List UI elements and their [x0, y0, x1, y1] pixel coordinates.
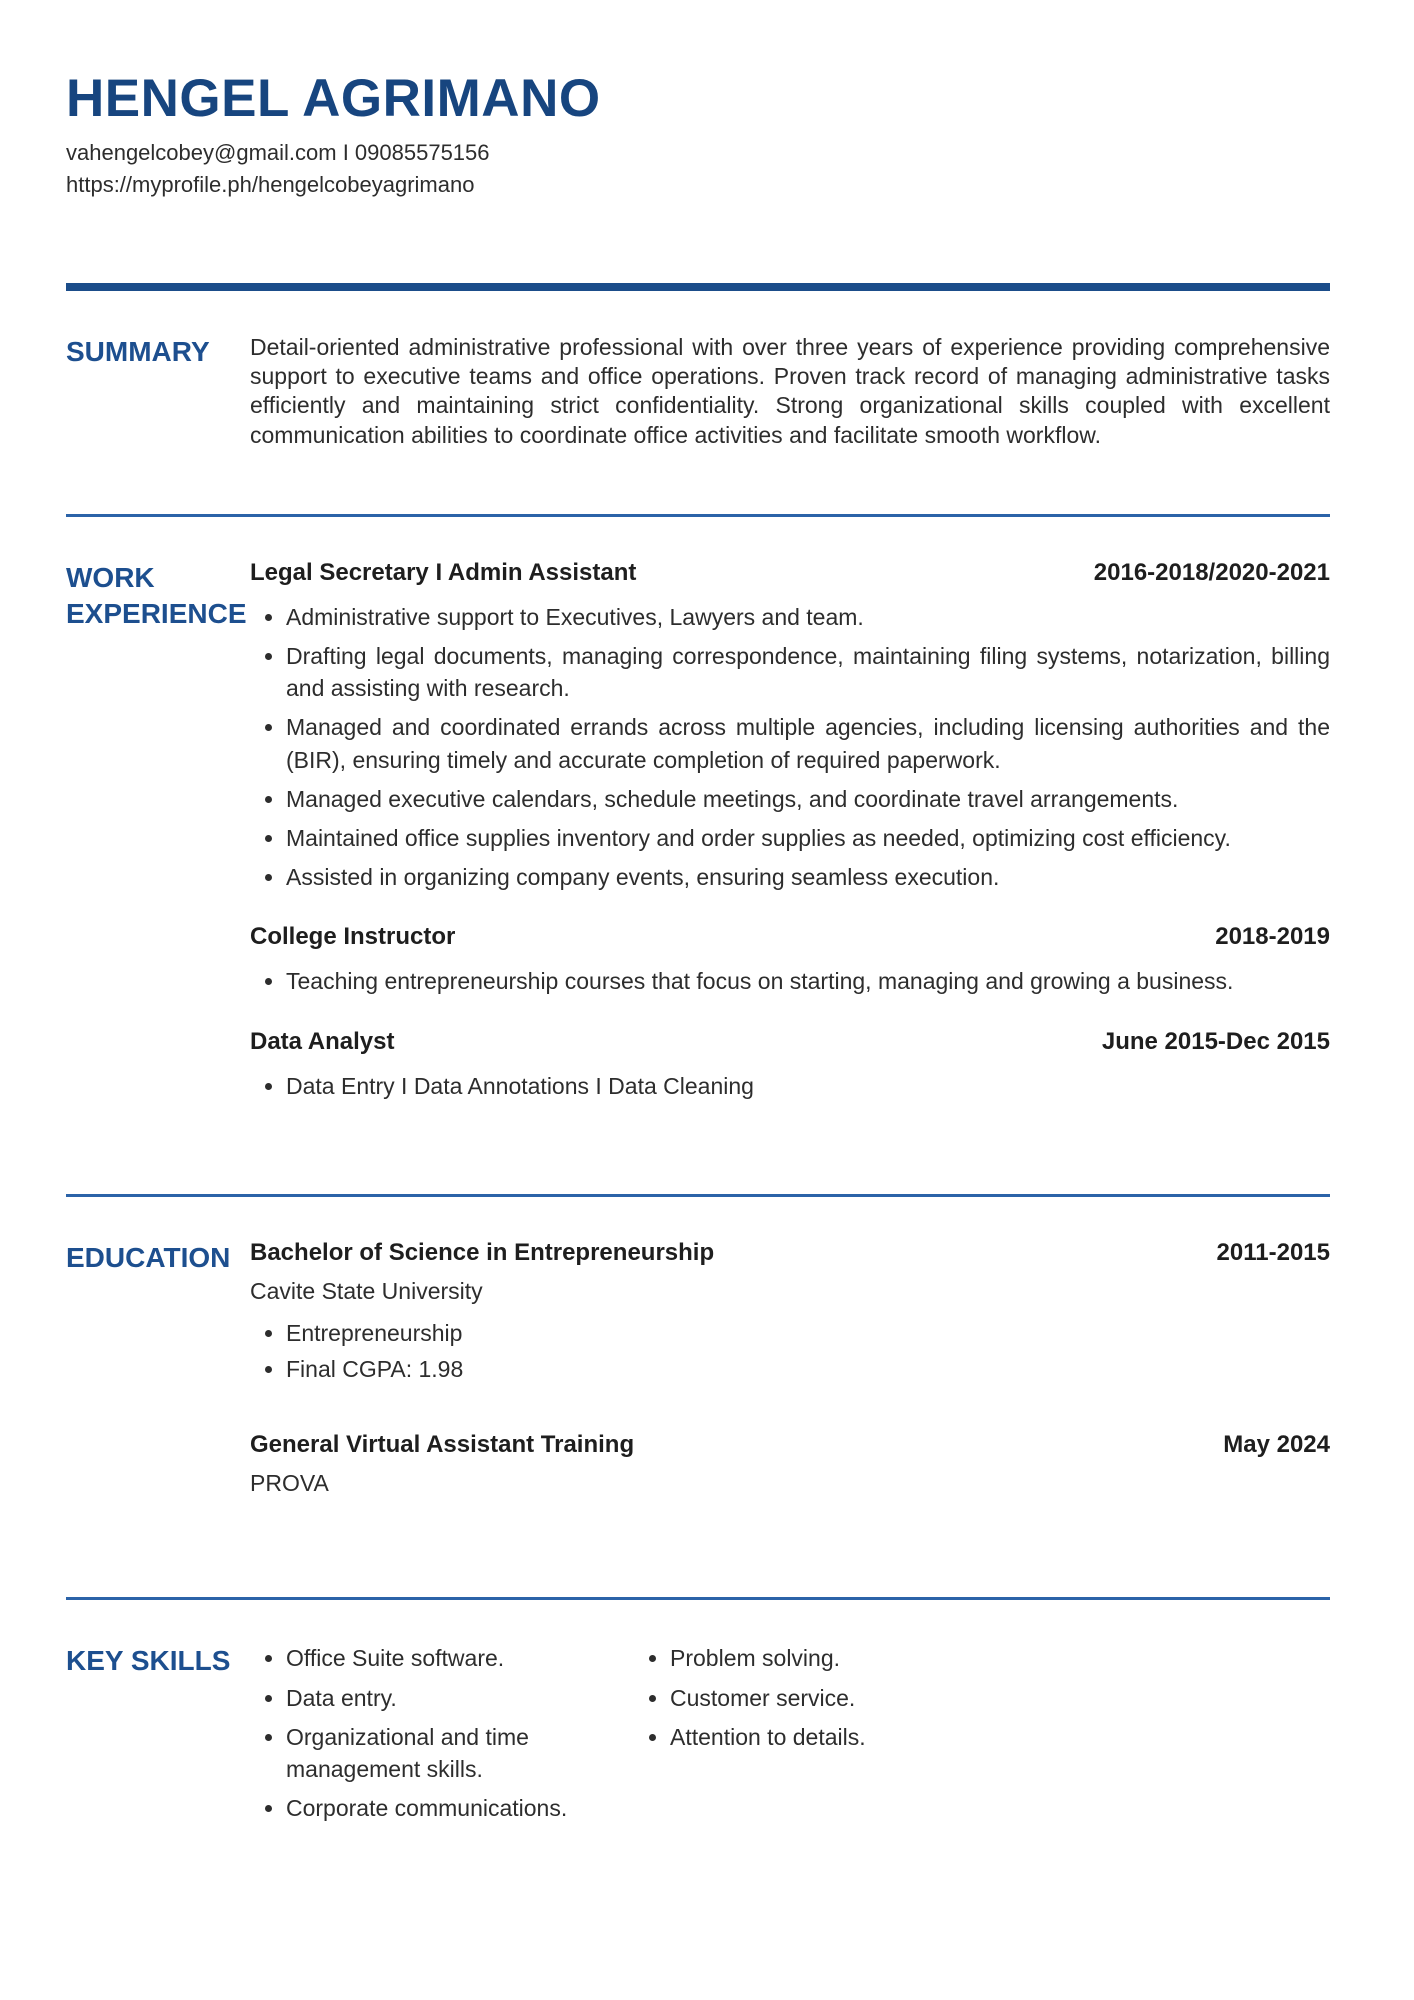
section-divider — [66, 1597, 1330, 1600]
skill-item: • Corporate communications. — [286, 1792, 590, 1824]
job-bullet-list — [250, 965, 1330, 997]
bullet-item: • Managed executive calendars, schedule meetings, and coordinate travel arrangements. — [286, 783, 1330, 815]
training-title: General Virtual Assistant Training — [250, 1431, 635, 1459]
school-name: Cavite State University — [250, 1277, 483, 1304]
key-skills-label: KEY SKILLS — [66, 1645, 231, 1677]
job-title: College Instructor — [250, 923, 456, 951]
education-entry — [250, 1431, 1330, 1499]
candidate-name: HENGEL AGRIMANO — [66, 69, 601, 128]
education-section — [66, 1239, 1330, 1510]
job-title: Legal Secretary I Admin Assistant — [250, 558, 637, 586]
skill-item: • Customer service. — [670, 1682, 1330, 1714]
degree-title: Bachelor of Science in Entrepreneurship — [250, 1238, 715, 1266]
section-divider — [66, 514, 1330, 517]
education-entry — [250, 1239, 1330, 1386]
section-divider — [66, 1194, 1330, 1197]
skills-column-1 — [250, 1642, 590, 1824]
skill-item: • Organizational and time management skills. — [286, 1721, 590, 1785]
job-entry — [250, 923, 1330, 997]
job-dates: June 2015-Dec 2015 — [1101, 1027, 1330, 1055]
education-bullet-list — [250, 1317, 1330, 1385]
skill-item: • Data entry. — [286, 1682, 590, 1714]
degree-dates: 2011-2015 — [1216, 1238, 1330, 1266]
contact-url: https://myprofile.ph/hengelcobeyagrimano — [66, 172, 475, 198]
bullet-item: • Drafting legal documents, managing correspondence, maintaining filing systems, notarization, billing and assisting with research. — [286, 640, 1330, 704]
skill-item: • Office Suite software. — [286, 1642, 590, 1674]
skills-column-2 — [634, 1642, 1330, 1824]
work-experience-section — [66, 559, 1330, 1102]
bullet-item: • Assisted in organizing company events, ensuring seamless execution. — [286, 861, 1330, 893]
job-bullet-list — [250, 601, 1330, 894]
bullet-item: • Data Entry I Data Annotations I Data Cleaning — [286, 1070, 1330, 1102]
job-dates: 2018-2019 — [1215, 923, 1330, 951]
job-title-row — [250, 923, 1330, 951]
training-dates: May 2024 — [1223, 1431, 1330, 1459]
skills-columns — [250, 1642, 1330, 1824]
job-title-row — [250, 559, 1330, 587]
bullet-item: • Maintained office supplies inventory and order supplies as needed, optimizing cost efficiency. — [286, 822, 1330, 854]
summary-text: Detail-oriented administrative professional with over three years of experience providing comprehensive support to executive teams and office operations. Proven track record of managing administrative tasks efficiently and maintaining strict confidentiality. Strong organizational skills coupled with excellent communication abilities to coordinate office activities and facilitate smooth workflow. — [250, 334, 1330, 448]
job-title: Data Analyst — [250, 1027, 395, 1055]
job-title-row — [250, 1028, 1330, 1056]
summary-label: SUMMARY — [66, 336, 210, 368]
education-title-row — [250, 1431, 1330, 1459]
work-experience-label: WORK EXPERIENCE — [66, 561, 247, 630]
key-skills-section — [66, 1642, 1330, 1824]
bullet-item: • Entrepreneurship — [286, 1317, 1330, 1349]
header-divider — [66, 283, 1330, 291]
job-entry — [250, 559, 1330, 894]
contact-email-phone: vahengelcobey@gmail.com I 09085575156 — [66, 140, 490, 166]
job-bullet-list — [250, 1070, 1330, 1102]
education-label: EDUCATION — [66, 1241, 231, 1273]
training-provider: PROVA — [250, 1470, 329, 1497]
summary-section — [66, 333, 1330, 450]
bullet-item: • Final CGPA: 1.98 — [286, 1353, 1330, 1385]
job-entry — [250, 1028, 1330, 1102]
resume-header — [66, 70, 1330, 201]
bullet-item: • Managed and coordinated errands across multiple agencies, including licensing authorities and the (BIR), ensuring timely and accurate completion of required paperwork. — [286, 711, 1330, 775]
job-dates: 2016-2018/2020-2021 — [1093, 558, 1330, 586]
skill-item: • Attention to details. — [670, 1721, 1330, 1753]
skill-item: • Problem solving. — [670, 1642, 1330, 1674]
education-title-row — [250, 1239, 1330, 1267]
bullet-item: • Administrative support to Executives, Lawyers and team. — [286, 601, 1330, 633]
bullet-item: • Teaching entrepreneurship courses that focus on starting, managing and growing a business. — [286, 965, 1330, 997]
